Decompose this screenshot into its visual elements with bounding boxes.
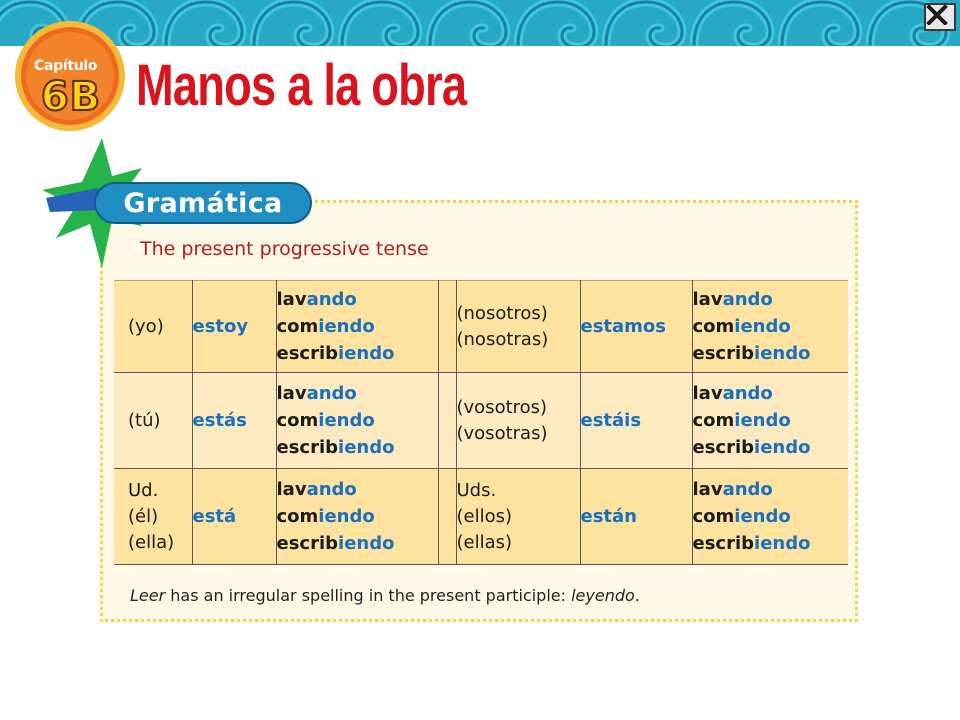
chapter-badge	[8, 16, 130, 132]
participle: escribiendo	[692, 343, 811, 364]
footnote-end: .	[634, 586, 640, 605]
participle: comiendo	[692, 316, 791, 337]
participle-cell	[692, 469, 848, 565]
participle: comiendo	[276, 410, 375, 431]
pronoun: (yo)	[128, 315, 164, 337]
pronoun: (nosotras)	[456, 328, 549, 350]
auxiliary-cell	[580, 469, 692, 565]
chapter-number: 6B	[40, 74, 102, 120]
pronoun-cell	[114, 469, 192, 565]
participle-list	[693, 286, 849, 367]
footnote-text: has an irregular spelling in the present participle:	[165, 586, 572, 605]
pronoun: (vosotras)	[456, 422, 548, 444]
participle: escribiendo	[276, 533, 395, 554]
participle-list	[693, 476, 849, 557]
table-row	[114, 469, 848, 565]
participle-list	[693, 380, 849, 461]
auxiliary-verb: estáis	[580, 410, 642, 431]
pronoun-cell	[114, 281, 192, 373]
table-row	[114, 281, 848, 373]
participle: lavando	[276, 289, 357, 310]
footnote-example: leyendo	[571, 586, 635, 605]
top-decorative-band	[0, 0, 960, 46]
participle: lavando	[276, 479, 357, 500]
auxiliary-cell	[580, 373, 692, 469]
chapter-label: Capítulo	[34, 58, 98, 74]
participle: lavando	[692, 479, 773, 500]
close-icon	[926, 5, 948, 25]
pronoun: (él)	[128, 505, 159, 527]
participle: comiendo	[692, 410, 791, 431]
participle-cell	[276, 281, 438, 373]
table-row	[114, 373, 848, 469]
auxiliary-cell	[580, 281, 692, 373]
wave-pattern-icon	[0, 0, 960, 46]
pronoun: (ellas)	[456, 531, 513, 553]
participle-cell	[276, 469, 438, 565]
pronoun-cell	[456, 373, 580, 469]
pronoun: (nosotros)	[456, 302, 548, 324]
auxiliary-verb: estoy	[192, 316, 249, 337]
participle-list	[277, 286, 438, 367]
spacer-cell	[438, 373, 456, 469]
participle: comiendo	[276, 506, 375, 527]
pronoun-cell	[114, 373, 192, 469]
participle-cell	[276, 373, 438, 469]
participle: escribiendo	[692, 533, 811, 554]
footnote	[130, 586, 640, 605]
section-tag	[94, 182, 312, 224]
section-tag-label: Gramática	[123, 187, 283, 219]
pronoun: (tú)	[128, 409, 161, 431]
auxiliary-cell	[192, 373, 276, 469]
participle: escribiendo	[692, 437, 811, 458]
pronoun: (ellos)	[456, 505, 513, 527]
participle: comiendo	[692, 506, 791, 527]
page-title: Manos a la obra	[136, 53, 467, 118]
participle: lavando	[276, 383, 357, 404]
participle: escribiendo	[276, 343, 395, 364]
pronoun: Uds.	[456, 479, 497, 501]
spacer-cell	[438, 281, 456, 373]
participle: lavando	[692, 383, 773, 404]
pronoun-cell	[456, 281, 580, 373]
auxiliary-verb: estás	[192, 410, 247, 431]
participle-cell	[692, 281, 848, 373]
auxiliary-verb: estamos	[580, 316, 667, 337]
participle: comiendo	[276, 316, 375, 337]
close-button[interactable]	[924, 3, 956, 31]
section-subtitle: The present progressive tense	[140, 238, 429, 260]
auxiliary-verb: está	[192, 506, 237, 527]
pronoun: (vosotros)	[456, 396, 548, 418]
participle: escribiendo	[276, 437, 395, 458]
pronoun: (ella)	[128, 531, 175, 553]
auxiliary-verb: están	[580, 506, 637, 527]
spacer-cell	[438, 469, 456, 565]
participle-cell	[692, 373, 848, 469]
footnote-word: Leer	[130, 586, 166, 605]
participle-list	[277, 476, 438, 557]
auxiliary-cell	[192, 281, 276, 373]
participle: lavando	[692, 289, 773, 310]
pronoun: Ud.	[128, 479, 159, 501]
pronoun-cell	[456, 469, 580, 565]
auxiliary-cell	[192, 469, 276, 565]
participle-list	[277, 380, 438, 461]
conjugation-table	[114, 280, 848, 565]
